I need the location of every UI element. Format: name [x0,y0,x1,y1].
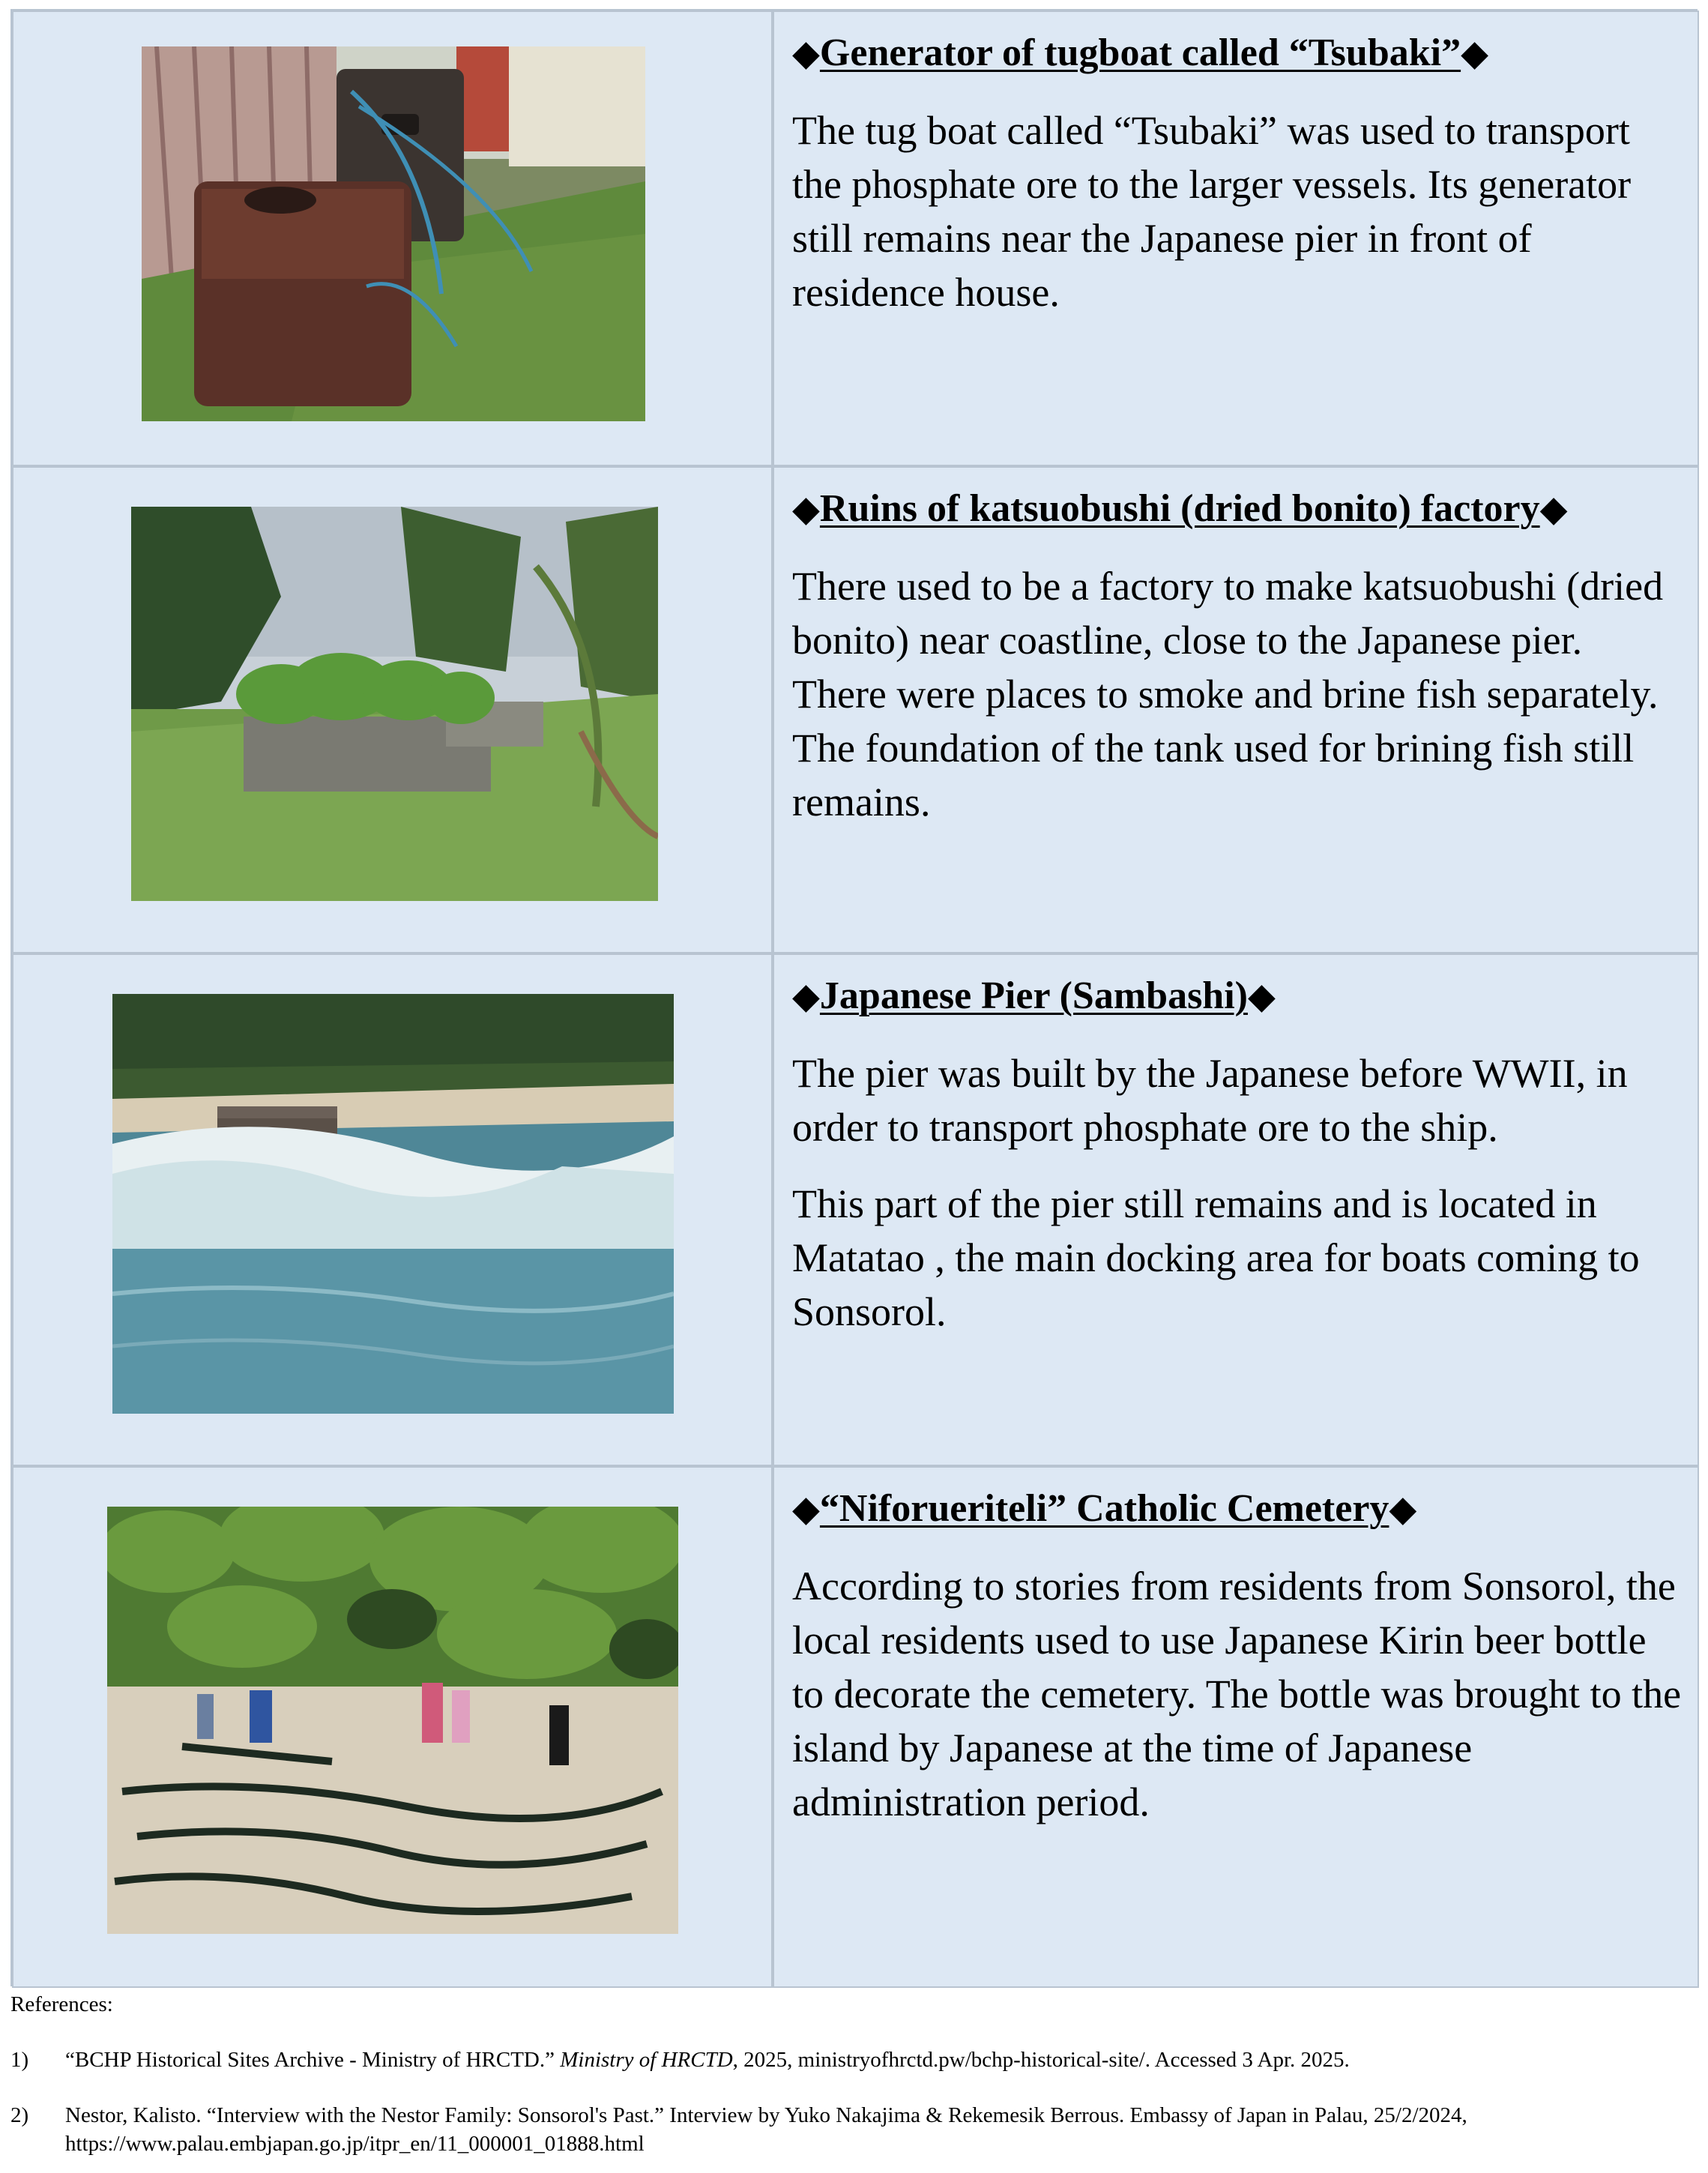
site-title: ◆Ruins of katsuobushi (dried bonito) factory◆ [792,487,1568,530]
text-cell-generator [773,10,1699,466]
site-title: ◆Generator of tugboat called “Tsubaki”◆ [792,31,1489,74]
japanese-pier-photo [112,994,674,1414]
sites-table [10,9,1698,1986]
references-heading: References: [10,1992,113,2016]
site-description: This part of the pier still remains and is located in Matatao , the main docking area for boats coming to Sonsorol. [792,1181,1640,1335]
generator-photo [142,46,645,421]
references-section [10,1990,1697,2158]
text-cell-cemetery [773,1466,1699,1988]
reference-text: Nestor, Kalisto. “Interview with the Nestor Family: Sonsorol's Past.” Interview by Yuko Nakajima & Rekemesik Berrous. Embassy of Japan in Palau, 25/2/2024, https://www.palau.embjapan.go.jp/itpr_en/11_000001_01888.html [65,2103,1467,2156]
site-title: ◆Japanese Pier (Sambashi)◆ [792,974,1276,1017]
reference-number: 1) [10,2048,29,2072]
photo-cell-cemetery [12,1466,773,1988]
reference-item [10,2046,1697,2074]
site-description: There used to be a factory to make katsuobushi (dried bonito) near coastline, close to the Japanese pier. There were places to smoke and brine fish separately. The foundation of the tank used for brining fish still remains. [792,564,1664,825]
photo-cell-pier [12,953,773,1466]
text-cell-factory [773,466,1699,953]
photo-cell-generator [12,10,773,466]
site-description: The pier was built by the Japanese before WWII, in order to transport phosphate ore to the ship. [792,1051,1628,1151]
text-cell-pier [773,953,1699,1466]
reference-text: “BCHP Historical Sites Archive - Ministry of HRCTD.” Ministry of HRCTD, 2025, ministryofhrctd.pw/bchp-historical-site/. Accessed 3 Apr. 2025. [65,2048,1350,2072]
photo-cell-factory [12,466,773,953]
site-description: According to stories from residents from Sonsorol, the local residents used to use Japanese Kirin beer bottle to decorate the cemetery. The bottle was brought to the island by Japanese at the time of Japanese administration period. [792,1564,1682,1825]
site-description: The tug boat called “Tsubaki” was used to transport the phosphate ore to the larger vessels. Its generator still remains near the Japanese pier in front of residence house. [792,108,1632,316]
reference-item [10,2101,1697,2158]
factory-ruins-photo [131,507,658,901]
reference-number: 2) [10,2103,29,2127]
site-title: ◆“Niforueriteli” Catholic Cemetery◆ [792,1487,1417,1530]
cemetery-photo [107,1507,678,1934]
